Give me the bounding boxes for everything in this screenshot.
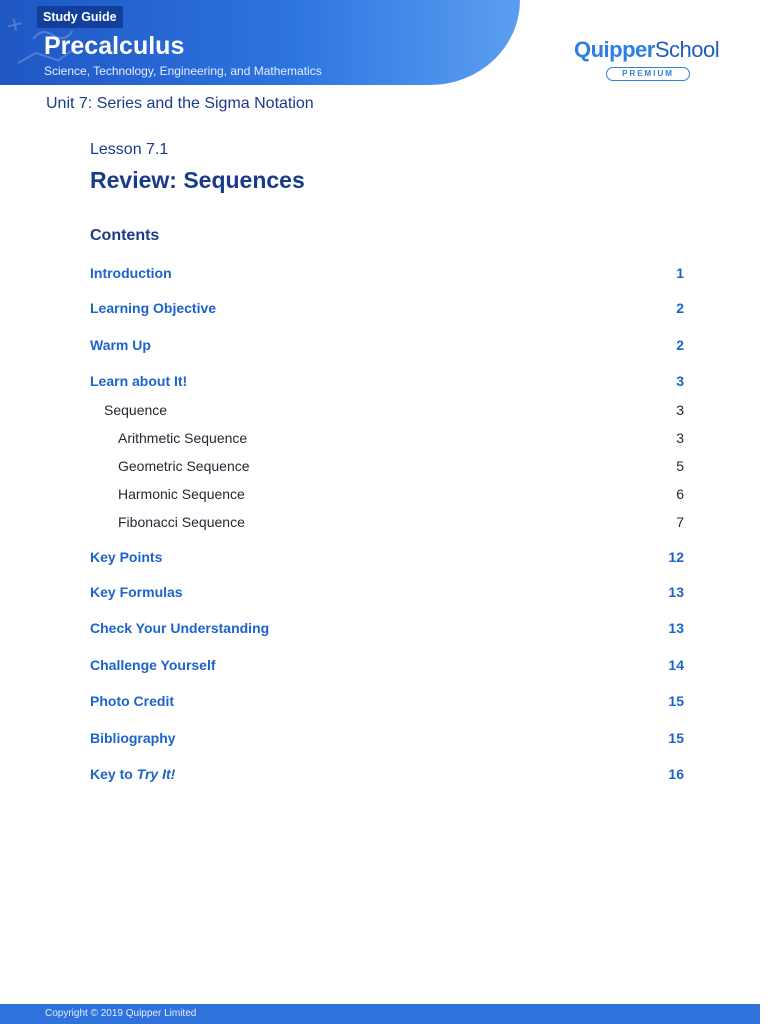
toc-item-label: Photo Credit xyxy=(90,693,174,709)
toc-item-bibliography[interactable] xyxy=(90,728,684,748)
toc-item-challenge-yourself[interactable] xyxy=(90,655,684,675)
toc-item-page: 12 xyxy=(668,549,684,565)
toc-item-warm-up[interactable] xyxy=(90,335,684,355)
toc-item-learning-objective[interactable] xyxy=(90,298,684,318)
toc-item-label: Check Your Understanding xyxy=(90,620,270,636)
toc-item-page: 6 xyxy=(676,486,684,502)
toc-item-label: Fibonacci Sequence xyxy=(118,514,245,530)
toc-item-page: 3 xyxy=(676,373,684,389)
toc-item-key-formulas[interactable] xyxy=(90,582,684,602)
toc-item-label: Bibliography xyxy=(90,730,176,746)
logo-school-text: School xyxy=(654,37,720,62)
logo-quipper-text: Quipper xyxy=(574,37,655,62)
toc-item-harmonic-sequence[interactable] xyxy=(90,484,684,504)
toc-item-page: 7 xyxy=(676,514,684,530)
lesson-number: Lesson 7.1 xyxy=(90,141,169,158)
toc-item-page: 15 xyxy=(668,730,684,746)
toc-item-label: Learn about It! xyxy=(90,373,188,389)
toc-item-label: Key Formulas xyxy=(90,584,183,600)
toc-item-label: Introduction xyxy=(90,265,172,281)
toc-item-page: 3 xyxy=(676,402,684,418)
header-banner xyxy=(0,0,520,85)
toc-item-label: Challenge Yourself xyxy=(90,657,216,673)
toc-item-label: Warm Up xyxy=(90,337,151,353)
study-guide-badge: Study Guide xyxy=(37,6,123,28)
toc-item-page: 16 xyxy=(668,766,684,782)
toc-item-photo-credit[interactable] xyxy=(90,691,684,711)
footer-bar xyxy=(0,1004,760,1024)
toc-item-check-your-understanding[interactable] xyxy=(90,618,684,638)
toc-item-fibonacci-sequence[interactable] xyxy=(90,512,684,532)
toc-item-page: 13 xyxy=(668,584,684,600)
logo-wordmark xyxy=(574,36,724,64)
premium-badge: PREMIUM xyxy=(606,67,690,81)
toc-item-page: 1 xyxy=(676,265,684,281)
course-subtitle: Science, Technology, Engineering, and Mathematics xyxy=(44,64,322,78)
toc-item-geometric-sequence[interactable] xyxy=(90,456,684,476)
toc-item-label-italic: Try It! xyxy=(136,766,176,782)
toc-item-learn-about-it[interactable] xyxy=(90,371,684,391)
lesson-title: Review: Sequences xyxy=(90,167,305,193)
toc-item-label: Harmonic Sequence xyxy=(118,486,245,502)
toc-item-page: 15 xyxy=(668,693,684,709)
toc-item-page: 14 xyxy=(668,657,684,673)
toc-item-arithmetic-sequence[interactable] xyxy=(90,428,684,448)
toc-item-page: 2 xyxy=(676,300,684,316)
toc-item-label: Key Points xyxy=(90,549,163,565)
toc-item-key-to-try-it[interactable] xyxy=(90,764,684,784)
toc-item-introduction[interactable] xyxy=(90,263,684,283)
toc-item-sequence[interactable] xyxy=(90,400,684,420)
toc-item-label xyxy=(90,764,175,784)
toc-item-label-prefix: Key to xyxy=(90,766,137,782)
toc-item-page: 3 xyxy=(676,430,684,446)
toc-item-key-points[interactable] xyxy=(90,547,684,567)
copyright-text: Copyright © 2019 Quipper Limited xyxy=(45,1008,197,1019)
toc-item-label: Geometric Sequence xyxy=(118,458,250,474)
unit-title: Unit 7: Series and the Sigma Notation xyxy=(46,95,314,112)
toc-item-label: Sequence xyxy=(104,402,168,418)
toc-item-label: Arithmetic Sequence xyxy=(118,430,248,446)
contents-heading: Contents xyxy=(90,227,160,244)
toc-item-page: 13 xyxy=(668,620,684,636)
quipper-school-logo xyxy=(574,36,724,81)
toc-item-page: 2 xyxy=(676,337,684,353)
toc-item-label: Learning Objective xyxy=(90,300,217,316)
toc-item-page: 5 xyxy=(676,458,684,474)
course-title: Precalculus xyxy=(44,32,185,60)
